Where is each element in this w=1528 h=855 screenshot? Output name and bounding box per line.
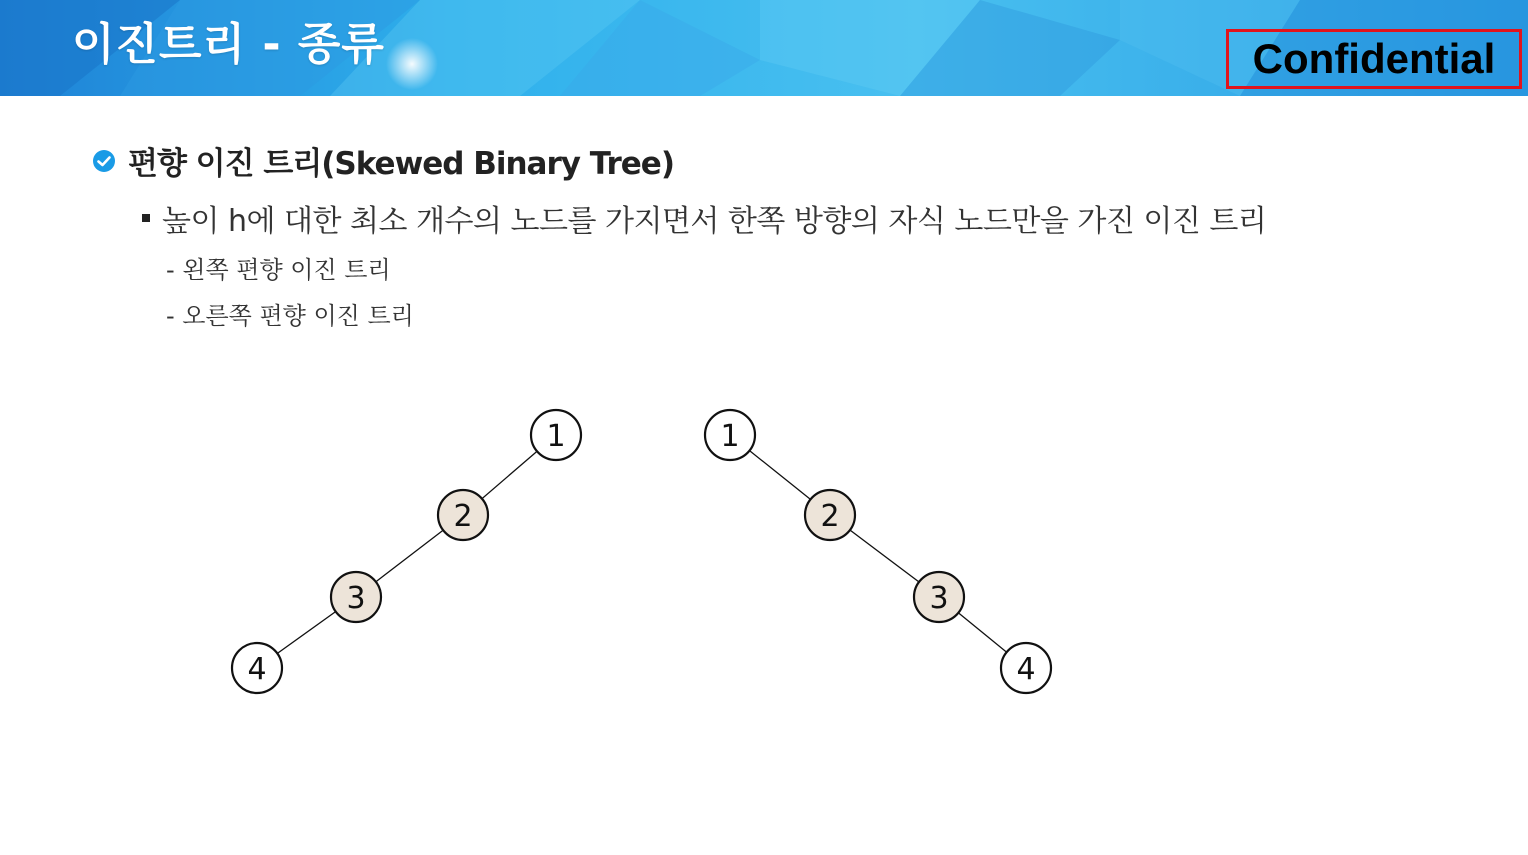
tree-node bbox=[331, 572, 381, 622]
right-skewed-tree bbox=[705, 410, 1051, 693]
confidential-badge: Confidential bbox=[1226, 29, 1522, 89]
node-label: 1 bbox=[720, 419, 740, 454]
sub-item-right-skewed: - 오른쪽 편향 이진 트리 bbox=[166, 302, 414, 330]
node-label: 2 bbox=[453, 499, 473, 534]
node-label: 4 bbox=[247, 652, 267, 687]
node-label: 4 bbox=[1016, 652, 1036, 687]
tree-node bbox=[438, 490, 488, 540]
tree-node bbox=[705, 410, 755, 460]
node-label: 3 bbox=[929, 581, 949, 616]
tree-node bbox=[232, 643, 282, 693]
bullet-text: 높이 h에 대한 최소 개수의 노드를 가지면서 한쪽 방향의 자식 노드만을 가진 이진 트리 bbox=[162, 204, 1267, 239]
heading-text: 편향 이진 트리(Skewed Binary Tree) bbox=[128, 146, 674, 182]
node-label: 2 bbox=[820, 499, 840, 534]
left-skewed-tree bbox=[232, 410, 581, 693]
tree-node bbox=[805, 490, 855, 540]
node-label: 1 bbox=[546, 419, 566, 454]
node-label: 3 bbox=[346, 581, 366, 616]
slide-title: 이진트리 - 종류 bbox=[72, 19, 385, 70]
sub-item-left-skewed: - 왼쪽 편향 이진 트리 bbox=[166, 256, 391, 284]
tree-node bbox=[914, 572, 964, 622]
tree-node bbox=[531, 410, 581, 460]
tree-node bbox=[1001, 643, 1051, 693]
